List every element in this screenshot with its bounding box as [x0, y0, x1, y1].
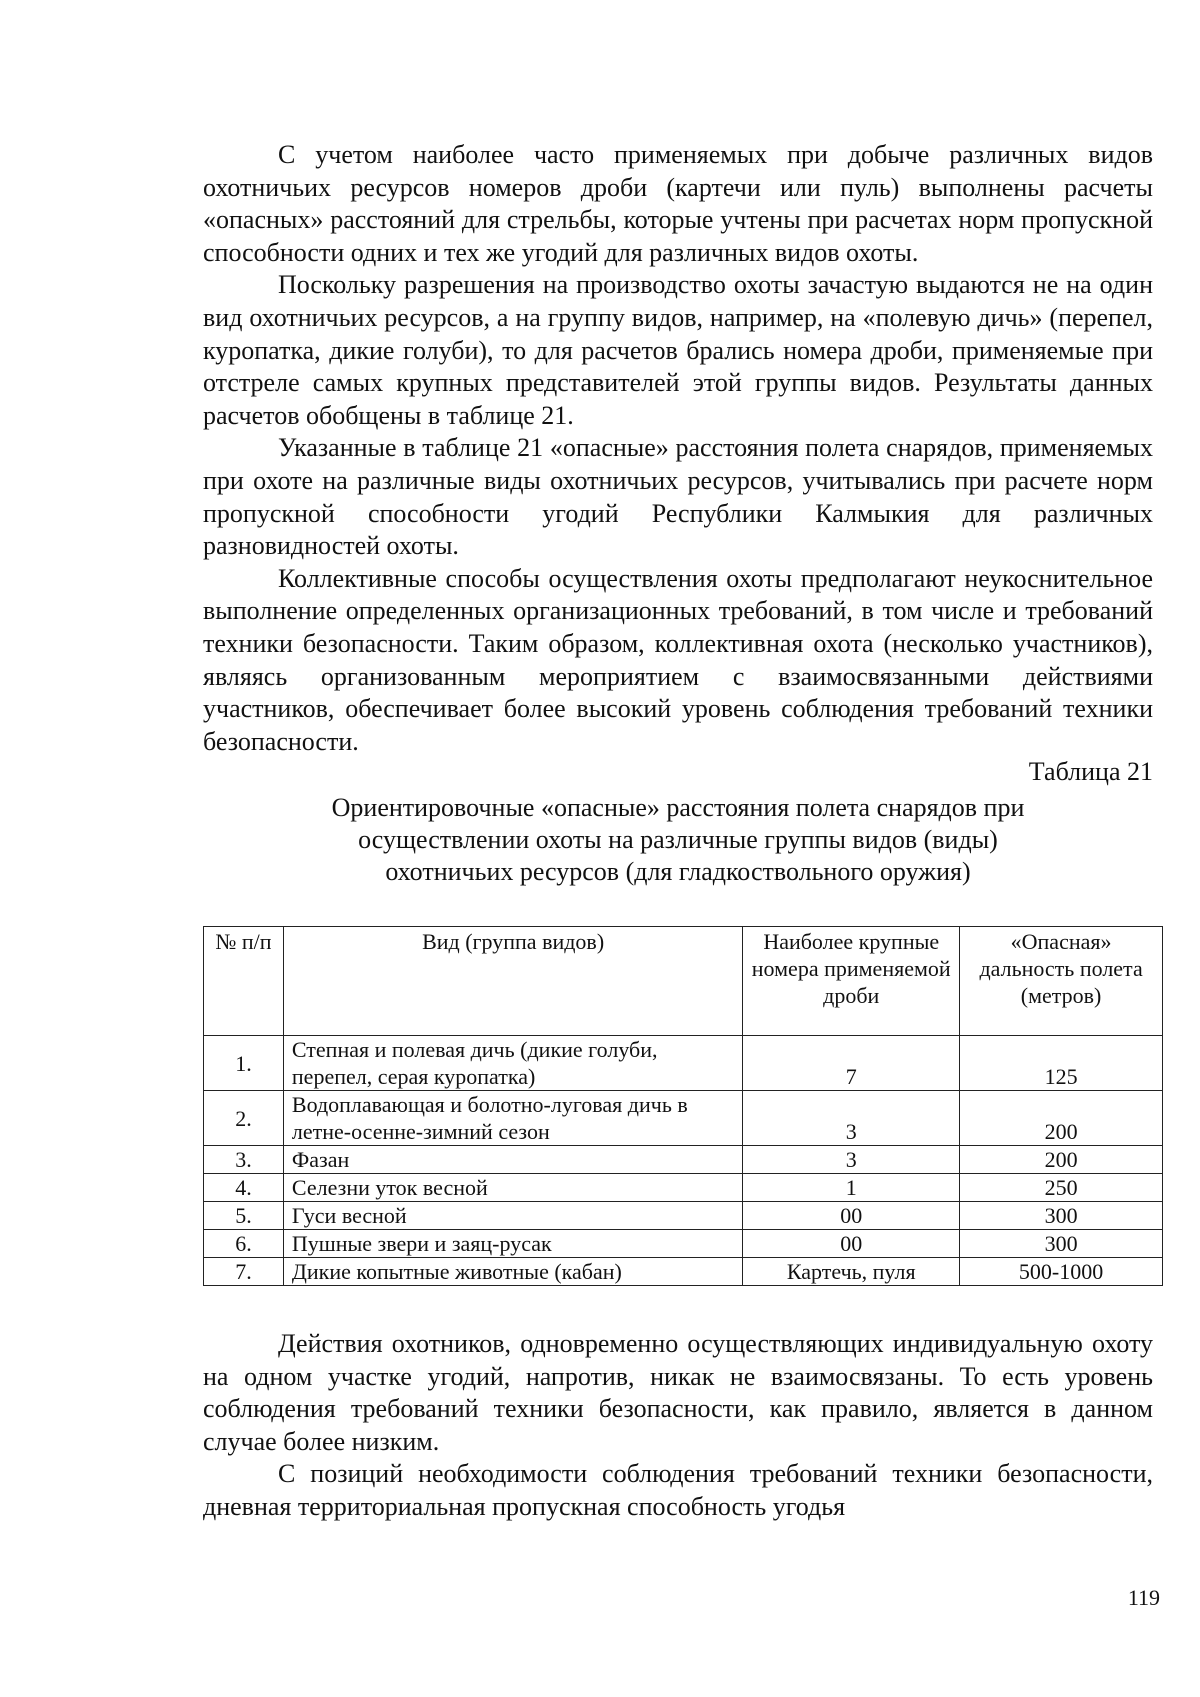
row-shot: 00: [743, 1202, 960, 1230]
table-row: [204, 1258, 1163, 1286]
body-text-top: [203, 139, 1153, 758]
row-shot: 3: [743, 1091, 960, 1146]
row-distance: 250: [960, 1174, 1163, 1202]
header-cell-species: Вид (группа видов): [283, 927, 742, 1036]
table-header-row: [204, 927, 1163, 1036]
paragraph: Указанные в таблице 21 «опасные» расстояния полета снарядов, применяемых при охоте на различные виды охотничьих ресурсов, учитывались при расчете норм пропускной способности угодий Республики Калмыкия для различных разновидностей охоты.: [203, 433, 1153, 561]
data-table: [203, 926, 1163, 1286]
row-number: 6.: [204, 1230, 284, 1258]
table-row: [204, 1202, 1163, 1230]
body-text-bottom: [203, 1328, 1153, 1524]
row-species: Фазан: [283, 1146, 742, 1174]
header-cell-number: № п/п: [204, 927, 284, 1036]
paragraph: Поскольку разрешения на производство охоты зачастую выдаются не на один вид охотничьих ресурсов, а на группу видов, например, на «полевую дичь» (перепел, куропатка, дикие голуби), то для расчетов брались номера дроби, применяемые при отстреле самых крупных представителей этой группы видов. Результаты данных расчетов обобщены в таблице 21.: [203, 270, 1153, 430]
header-cell-distance: «Опасная» дальность полета (метров): [960, 927, 1163, 1036]
row-shot: 7: [743, 1036, 960, 1091]
table-label: Таблица 21: [1028, 757, 1153, 786]
row-distance: 200: [960, 1091, 1163, 1146]
table-row: [204, 1036, 1163, 1091]
header-cell-shot: Наиболее крупные номера применяемой дроби: [743, 927, 960, 1036]
row-number: 2.: [204, 1091, 284, 1146]
paragraph: С учетом наиболее часто применяемых при добыче различных видов охотничьих ресурсов номеров дроби (картечи или пуль) выполнены расчеты «опасных» расстояний для стрельбы, которые учтены при расчетах норм пропускной способности одних и тех же угодий для различных видов охоты.: [203, 140, 1153, 267]
row-species: Селезни уток весной: [283, 1174, 742, 1202]
row-species: Гуси весной: [283, 1202, 742, 1230]
table-row: [204, 1146, 1163, 1174]
row-number: 7.: [204, 1258, 284, 1286]
row-number: 3.: [204, 1146, 284, 1174]
table-caption-line: охотничьих ресурсов (для гладкоствольного оружия): [385, 857, 971, 886]
row-distance: 200: [960, 1146, 1163, 1174]
table-caption: [203, 792, 1153, 888]
row-number: 1.: [204, 1036, 284, 1091]
row-species: Дикие копытные животные (кабан): [283, 1258, 742, 1286]
row-distance: 125: [960, 1036, 1163, 1091]
row-shot: Картечь, пуля: [743, 1258, 960, 1286]
table-row: [204, 1091, 1163, 1146]
paragraph: Коллективные способы осуществления охоты предполагают неукоснительное выполнение определенных организационных требований, в том числе и требований техники безопасности. Таким образом, коллективная охота (несколько участников), являясь организованным мероприятием с взаимосвязанными действиями участников, обеспечивает более высокий уровень соблюдения требований техники безопасности.: [203, 563, 1153, 756]
row-distance: 300: [960, 1202, 1163, 1230]
row-number: 4.: [204, 1174, 284, 1202]
row-distance: 500-1000: [960, 1258, 1163, 1286]
table-caption-line: осуществлении охоты на различные группы видов (виды): [358, 825, 998, 854]
table-caption-line: Ориентировочные «опасные» расстояния полета снарядов при: [331, 793, 1025, 822]
row-distance: 300: [960, 1230, 1163, 1258]
row-species: Водоплавающая и болотно-луговая дичь в летне-осенне-зимний сезон: [283, 1091, 742, 1146]
row-species: Пушные звери и заяц-русак: [283, 1230, 742, 1258]
row-number: 5.: [204, 1202, 284, 1230]
row-species: Степная и полевая дичь (дикие голуби, перепел, серая куропатка): [283, 1036, 742, 1091]
table-row: [204, 1174, 1163, 1202]
page-number: 119: [1127, 1585, 1160, 1610]
row-shot: 1: [743, 1174, 960, 1202]
row-shot: 00: [743, 1230, 960, 1258]
row-shot: 3: [743, 1146, 960, 1174]
table-row: [204, 1230, 1163, 1258]
paragraph: Действия охотников, одновременно осуществляющих индивидуальную охоту на одном участке угодий, напротив, никак не взаимосвязаны. То есть уровень соблюдения требований техники безопасности, как правило, является в данном случае более низким.: [203, 1329, 1153, 1456]
paragraph: С позиций необходимости соблюдения требований техники безопасности, дневная территориальная пропускная способность угодья: [203, 1459, 1153, 1521]
